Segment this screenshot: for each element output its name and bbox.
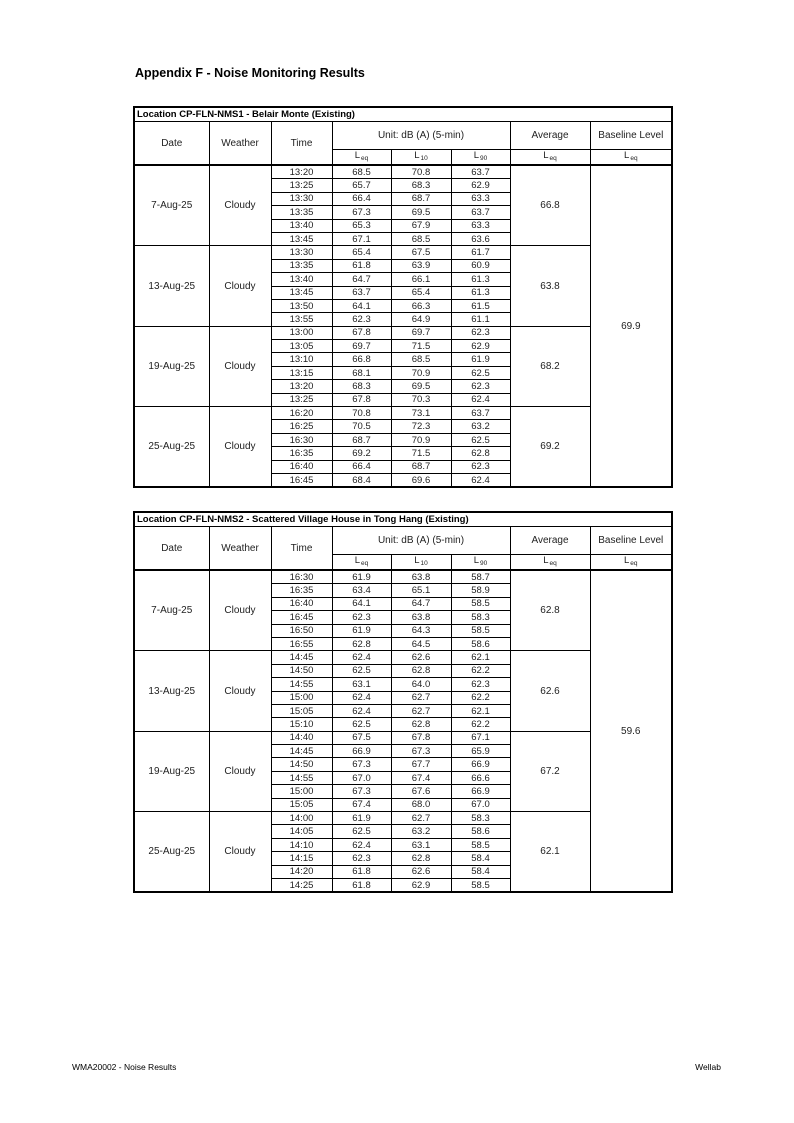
- average-cell: 63.8: [510, 246, 590, 326]
- header-baseline: Baseline Level: [590, 527, 672, 555]
- weather-cell: Cloudy: [209, 812, 271, 893]
- time-cell: 13:15: [271, 366, 332, 379]
- average-cell: 62.6: [510, 651, 590, 731]
- l10-cell: 69.7: [391, 326, 451, 339]
- subheader-leq: [332, 555, 391, 571]
- time-cell: 16:35: [271, 584, 332, 597]
- l90-cell: 63.2: [451, 420, 510, 433]
- l90-cell: 62.2: [451, 691, 510, 704]
- l10-cell: 65.1: [391, 584, 451, 597]
- l10-cell: 70.3: [391, 393, 451, 406]
- l10-cell: 64.3: [391, 624, 451, 637]
- leq-cell: 62.4: [332, 651, 391, 664]
- average-cell: 67.2: [510, 731, 590, 811]
- time-cell: 14:40: [271, 731, 332, 744]
- header-time: Time: [271, 122, 332, 166]
- time-cell: 15:00: [271, 785, 332, 798]
- l90-cell: 63.7: [451, 206, 510, 219]
- l90-cell: 62.3: [451, 460, 510, 473]
- leq-cell: 67.0: [332, 771, 391, 784]
- l90-cell: 62.4: [451, 393, 510, 406]
- leq-cell: 70.5: [332, 420, 391, 433]
- leq-cell: 66.4: [332, 460, 391, 473]
- time-cell: 16:50: [271, 624, 332, 637]
- time-cell: 13:30: [271, 246, 332, 259]
- time-cell: 16:45: [271, 611, 332, 624]
- l10-cell: 63.9: [391, 259, 451, 272]
- header-average: Average: [510, 122, 590, 150]
- time-cell: 13:50: [271, 299, 332, 312]
- l10-cell: 67.9: [391, 219, 451, 232]
- header-unit: Unit: dB (A) (5-min): [332, 122, 510, 150]
- leq-cell: 65.3: [332, 219, 391, 232]
- page-title: Appendix F - Noise Monitoring Results: [135, 66, 365, 80]
- date-cell: 19-Aug-25: [134, 326, 209, 406]
- l90-cell: 58.3: [451, 611, 510, 624]
- average-cell: 62.8: [510, 570, 590, 651]
- time-cell: 16:55: [271, 637, 332, 650]
- leq-cell: 64.7: [332, 273, 391, 286]
- time-cell: 13:40: [271, 273, 332, 286]
- l90-cell: 67.0: [451, 798, 510, 811]
- subheader-l90: [451, 555, 510, 571]
- l-symbol: L: [624, 150, 630, 161]
- leq-cell: 64.1: [332, 597, 391, 610]
- l-symbol: L: [473, 555, 480, 566]
- l90-cell: 63.3: [451, 219, 510, 232]
- l10-cell: 64.5: [391, 637, 451, 650]
- l90-cell: 63.3: [451, 192, 510, 205]
- l90-cell: 63.6: [451, 232, 510, 245]
- subheader-baseline-leq: [590, 555, 672, 571]
- header-date: Date: [134, 527, 209, 571]
- l90-cell: 61.9: [451, 353, 510, 366]
- header-time: Time: [271, 527, 332, 571]
- date-cell: 13-Aug-25: [134, 651, 209, 731]
- time-cell: 16:40: [271, 597, 332, 610]
- l90-cell: 66.9: [451, 758, 510, 771]
- l10-cell: 68.0: [391, 798, 451, 811]
- l10-cell: 70.8: [391, 165, 451, 179]
- average-cell: 62.1: [510, 812, 590, 893]
- time-cell: 14:05: [271, 825, 332, 838]
- l-symbol: L: [624, 555, 630, 566]
- subheader-average-leq: [510, 555, 590, 571]
- date-cell: 25-Aug-25: [134, 407, 209, 488]
- leq-cell: 67.1: [332, 232, 391, 245]
- l-symbol: L: [354, 555, 361, 566]
- leq-cell: 69.2: [332, 447, 391, 460]
- header-unit: Unit: dB (A) (5-min): [332, 527, 510, 555]
- l10-cell: 62.7: [391, 691, 451, 704]
- l-symbol: L: [543, 555, 549, 566]
- time-cell: 13:45: [271, 286, 332, 299]
- location-row: [134, 512, 672, 527]
- location-title: Location CP-FLN-NMS2 - Scattered Village House in Tong Hang (Existing): [134, 512, 672, 527]
- subheader-average-leq: [510, 150, 590, 166]
- l10-cell: 71.5: [391, 340, 451, 353]
- l90-cell: 62.3: [451, 678, 510, 691]
- header-weather: Weather: [209, 122, 271, 166]
- leq-cell: 68.1: [332, 366, 391, 379]
- l-symbol: L: [414, 555, 420, 566]
- l-subscript: eq: [630, 155, 638, 162]
- weather-cell: Cloudy: [209, 570, 271, 651]
- time-cell: 13:45: [271, 232, 332, 245]
- weather-cell: Cloudy: [209, 326, 271, 406]
- leq-cell: 62.5: [332, 664, 391, 677]
- l10-cell: 62.8: [391, 852, 451, 865]
- l90-cell: 66.9: [451, 785, 510, 798]
- l10-cell: 67.6: [391, 785, 451, 798]
- time-cell: 16:30: [271, 570, 332, 584]
- l10-cell: 66.1: [391, 273, 451, 286]
- l-subscript: 90: [480, 155, 488, 162]
- l-subscript: 10: [420, 155, 428, 162]
- time-cell: 14:15: [271, 852, 332, 865]
- l10-cell: 64.0: [391, 678, 451, 691]
- leq-cell: 68.5: [332, 165, 391, 179]
- leq-cell: 65.7: [332, 179, 391, 192]
- l10-cell: 62.7: [391, 704, 451, 717]
- time-cell: 13:30: [271, 192, 332, 205]
- time-cell: 13:10: [271, 353, 332, 366]
- noise-table-nms1: [133, 106, 673, 488]
- leq-cell: 69.7: [332, 340, 391, 353]
- l10-cell: 62.6: [391, 865, 451, 878]
- l-symbol: L: [473, 150, 480, 161]
- l-subscript: eq: [361, 155, 369, 162]
- l90-cell: 58.5: [451, 878, 510, 892]
- l10-cell: 63.2: [391, 825, 451, 838]
- leq-cell: 68.3: [332, 380, 391, 393]
- leq-cell: 67.8: [332, 326, 391, 339]
- l10-cell: 68.3: [391, 179, 451, 192]
- l-subscript: 10: [420, 560, 428, 567]
- l90-cell: 62.1: [451, 651, 510, 664]
- average-cell: 66.8: [510, 165, 590, 246]
- l90-cell: 62.2: [451, 718, 510, 731]
- time-cell: 13:05: [271, 340, 332, 353]
- l10-cell: 68.5: [391, 232, 451, 245]
- time-cell: 13:20: [271, 165, 332, 179]
- time-cell: 14:20: [271, 865, 332, 878]
- weather-cell: Cloudy: [209, 731, 271, 811]
- l90-cell: 62.9: [451, 179, 510, 192]
- leq-cell: 62.4: [332, 704, 391, 717]
- subheader-l10: [391, 555, 451, 571]
- l10-cell: 62.8: [391, 718, 451, 731]
- leq-cell: 66.8: [332, 353, 391, 366]
- l90-cell: 58.5: [451, 597, 510, 610]
- l90-cell: 63.7: [451, 165, 510, 179]
- noise-table-nms2: [133, 511, 673, 893]
- date-cell: 13-Aug-25: [134, 246, 209, 326]
- l10-cell: 67.5: [391, 246, 451, 259]
- l90-cell: 62.3: [451, 326, 510, 339]
- leq-cell: 66.9: [332, 745, 391, 758]
- leq-cell: 67.4: [332, 798, 391, 811]
- footer-document-ref: WMA20002 - Noise Results: [72, 1062, 177, 1072]
- l90-cell: 58.6: [451, 637, 510, 650]
- time-cell: 15:00: [271, 691, 332, 704]
- l10-cell: 62.8: [391, 664, 451, 677]
- header-row: [134, 527, 672, 555]
- time-cell: 15:05: [271, 704, 332, 717]
- header-row: [134, 122, 672, 150]
- l10-cell: 73.1: [391, 407, 451, 420]
- subheader-l10: [391, 150, 451, 166]
- time-cell: 14:00: [271, 812, 332, 825]
- leq-cell: 61.8: [332, 259, 391, 272]
- leq-cell: 64.1: [332, 299, 391, 312]
- l10-cell: 64.9: [391, 313, 451, 326]
- subheader-baseline-leq: [590, 150, 672, 166]
- l-subscript: 90: [480, 560, 488, 567]
- l90-cell: 61.1: [451, 313, 510, 326]
- time-cell: 13:55: [271, 313, 332, 326]
- time-cell: 14:45: [271, 745, 332, 758]
- l90-cell: 62.8: [451, 447, 510, 460]
- table-row: [134, 165, 672, 179]
- leq-cell: 67.8: [332, 393, 391, 406]
- l10-cell: 67.4: [391, 771, 451, 784]
- time-cell: 13:35: [271, 259, 332, 272]
- l10-cell: 70.9: [391, 433, 451, 446]
- l90-cell: 61.3: [451, 273, 510, 286]
- leq-cell: 62.3: [332, 611, 391, 624]
- date-cell: 19-Aug-25: [134, 731, 209, 811]
- weather-cell: Cloudy: [209, 407, 271, 488]
- time-cell: 14:50: [271, 758, 332, 771]
- l90-cell: 58.4: [451, 865, 510, 878]
- l10-cell: 67.7: [391, 758, 451, 771]
- table-row: [134, 570, 672, 584]
- time-cell: 15:05: [271, 798, 332, 811]
- l10-cell: 67.3: [391, 745, 451, 758]
- time-cell: 16:25: [271, 420, 332, 433]
- l90-cell: 62.3: [451, 380, 510, 393]
- l90-cell: 60.9: [451, 259, 510, 272]
- leq-cell: 63.4: [332, 584, 391, 597]
- l10-cell: 65.4: [391, 286, 451, 299]
- l90-cell: 67.1: [451, 731, 510, 744]
- leq-cell: 62.4: [332, 691, 391, 704]
- l-subscript: eq: [361, 560, 369, 567]
- header-weather: Weather: [209, 527, 271, 571]
- baseline-cell: 59.6: [590, 570, 672, 892]
- time-cell: 14:25: [271, 878, 332, 892]
- leq-cell: 62.8: [332, 637, 391, 650]
- weather-cell: Cloudy: [209, 651, 271, 731]
- location-title: Location CP-FLN-NMS1 - Belair Monte (Existing): [134, 107, 672, 122]
- l90-cell: 58.3: [451, 812, 510, 825]
- l-symbol: L: [354, 150, 361, 161]
- time-cell: 14:45: [271, 651, 332, 664]
- l90-cell: 58.4: [451, 852, 510, 865]
- footer-company: Wellab: [695, 1062, 721, 1072]
- header-baseline: Baseline Level: [590, 122, 672, 150]
- l90-cell: 62.5: [451, 366, 510, 379]
- leq-cell: 70.8: [332, 407, 391, 420]
- l-subscript: eq: [630, 560, 638, 567]
- baseline-cell: 69.9: [590, 165, 672, 487]
- l90-cell: 61.3: [451, 286, 510, 299]
- weather-cell: Cloudy: [209, 165, 271, 246]
- leq-cell: 62.5: [332, 825, 391, 838]
- l10-cell: 63.8: [391, 570, 451, 584]
- leq-cell: 62.3: [332, 313, 391, 326]
- l10-cell: 62.7: [391, 812, 451, 825]
- l90-cell: 62.4: [451, 473, 510, 487]
- leq-cell: 65.4: [332, 246, 391, 259]
- leq-cell: 62.4: [332, 838, 391, 851]
- subheader-l90: [451, 150, 510, 166]
- l10-cell: 63.8: [391, 611, 451, 624]
- header-date: Date: [134, 122, 209, 166]
- weather-cell: Cloudy: [209, 246, 271, 326]
- time-cell: 14:10: [271, 838, 332, 851]
- leq-cell: 61.9: [332, 570, 391, 584]
- l10-cell: 70.9: [391, 366, 451, 379]
- l10-cell: 71.5: [391, 447, 451, 460]
- average-cell: 69.2: [510, 407, 590, 488]
- leq-cell: 68.4: [332, 473, 391, 487]
- l90-cell: 62.5: [451, 433, 510, 446]
- leq-cell: 67.3: [332, 785, 391, 798]
- l90-cell: 58.7: [451, 570, 510, 584]
- l-subscript: eq: [549, 155, 557, 162]
- l90-cell: 61.5: [451, 299, 510, 312]
- l10-cell: 63.1: [391, 838, 451, 851]
- l-subscript: eq: [549, 560, 557, 567]
- time-cell: 13:20: [271, 380, 332, 393]
- time-cell: 15:10: [271, 718, 332, 731]
- time-cell: 14:55: [271, 678, 332, 691]
- leq-cell: 66.4: [332, 192, 391, 205]
- l90-cell: 58.5: [451, 838, 510, 851]
- leq-cell: 61.9: [332, 812, 391, 825]
- leq-cell: 63.1: [332, 678, 391, 691]
- leq-cell: 67.3: [332, 206, 391, 219]
- time-cell: 13:25: [271, 179, 332, 192]
- time-cell: 14:50: [271, 664, 332, 677]
- l-symbol: L: [543, 150, 549, 161]
- l90-cell: 62.2: [451, 664, 510, 677]
- l90-cell: 58.6: [451, 825, 510, 838]
- l90-cell: 66.6: [451, 771, 510, 784]
- l10-cell: 62.9: [391, 878, 451, 892]
- l10-cell: 62.6: [391, 651, 451, 664]
- time-cell: 13:25: [271, 393, 332, 406]
- l90-cell: 58.5: [451, 624, 510, 637]
- time-cell: 13:40: [271, 219, 332, 232]
- l10-cell: 69.5: [391, 380, 451, 393]
- l90-cell: 62.9: [451, 340, 510, 353]
- leq-cell: 61.9: [332, 624, 391, 637]
- time-cell: 16:45: [271, 473, 332, 487]
- date-cell: 7-Aug-25: [134, 165, 209, 246]
- date-cell: 7-Aug-25: [134, 570, 209, 651]
- l-symbol: L: [414, 150, 420, 161]
- time-cell: 14:55: [271, 771, 332, 784]
- l10-cell: 67.8: [391, 731, 451, 744]
- leq-cell: 63.7: [332, 286, 391, 299]
- leq-cell: 67.3: [332, 758, 391, 771]
- date-cell: 25-Aug-25: [134, 812, 209, 893]
- l10-cell: 68.7: [391, 192, 451, 205]
- l90-cell: 58.9: [451, 584, 510, 597]
- l10-cell: 68.5: [391, 353, 451, 366]
- subheader-leq: [332, 150, 391, 166]
- l90-cell: 61.7: [451, 246, 510, 259]
- l10-cell: 66.3: [391, 299, 451, 312]
- time-cell: 16:40: [271, 460, 332, 473]
- l90-cell: 63.7: [451, 407, 510, 420]
- location-row: [134, 107, 672, 122]
- l10-cell: 69.6: [391, 473, 451, 487]
- l10-cell: 69.5: [391, 206, 451, 219]
- time-cell: 13:00: [271, 326, 332, 339]
- time-cell: 16:20: [271, 407, 332, 420]
- leq-cell: 61.8: [332, 865, 391, 878]
- leq-cell: 62.3: [332, 852, 391, 865]
- l90-cell: 62.1: [451, 704, 510, 717]
- l10-cell: 68.7: [391, 460, 451, 473]
- l10-cell: 72.3: [391, 420, 451, 433]
- leq-cell: 67.5: [332, 731, 391, 744]
- time-cell: 13:35: [271, 206, 332, 219]
- l90-cell: 65.9: [451, 745, 510, 758]
- header-average: Average: [510, 527, 590, 555]
- average-cell: 68.2: [510, 326, 590, 406]
- l10-cell: 64.7: [391, 597, 451, 610]
- time-cell: 16:30: [271, 433, 332, 446]
- leq-cell: 68.7: [332, 433, 391, 446]
- leq-cell: 61.8: [332, 878, 391, 892]
- leq-cell: 62.5: [332, 718, 391, 731]
- time-cell: 16:35: [271, 447, 332, 460]
